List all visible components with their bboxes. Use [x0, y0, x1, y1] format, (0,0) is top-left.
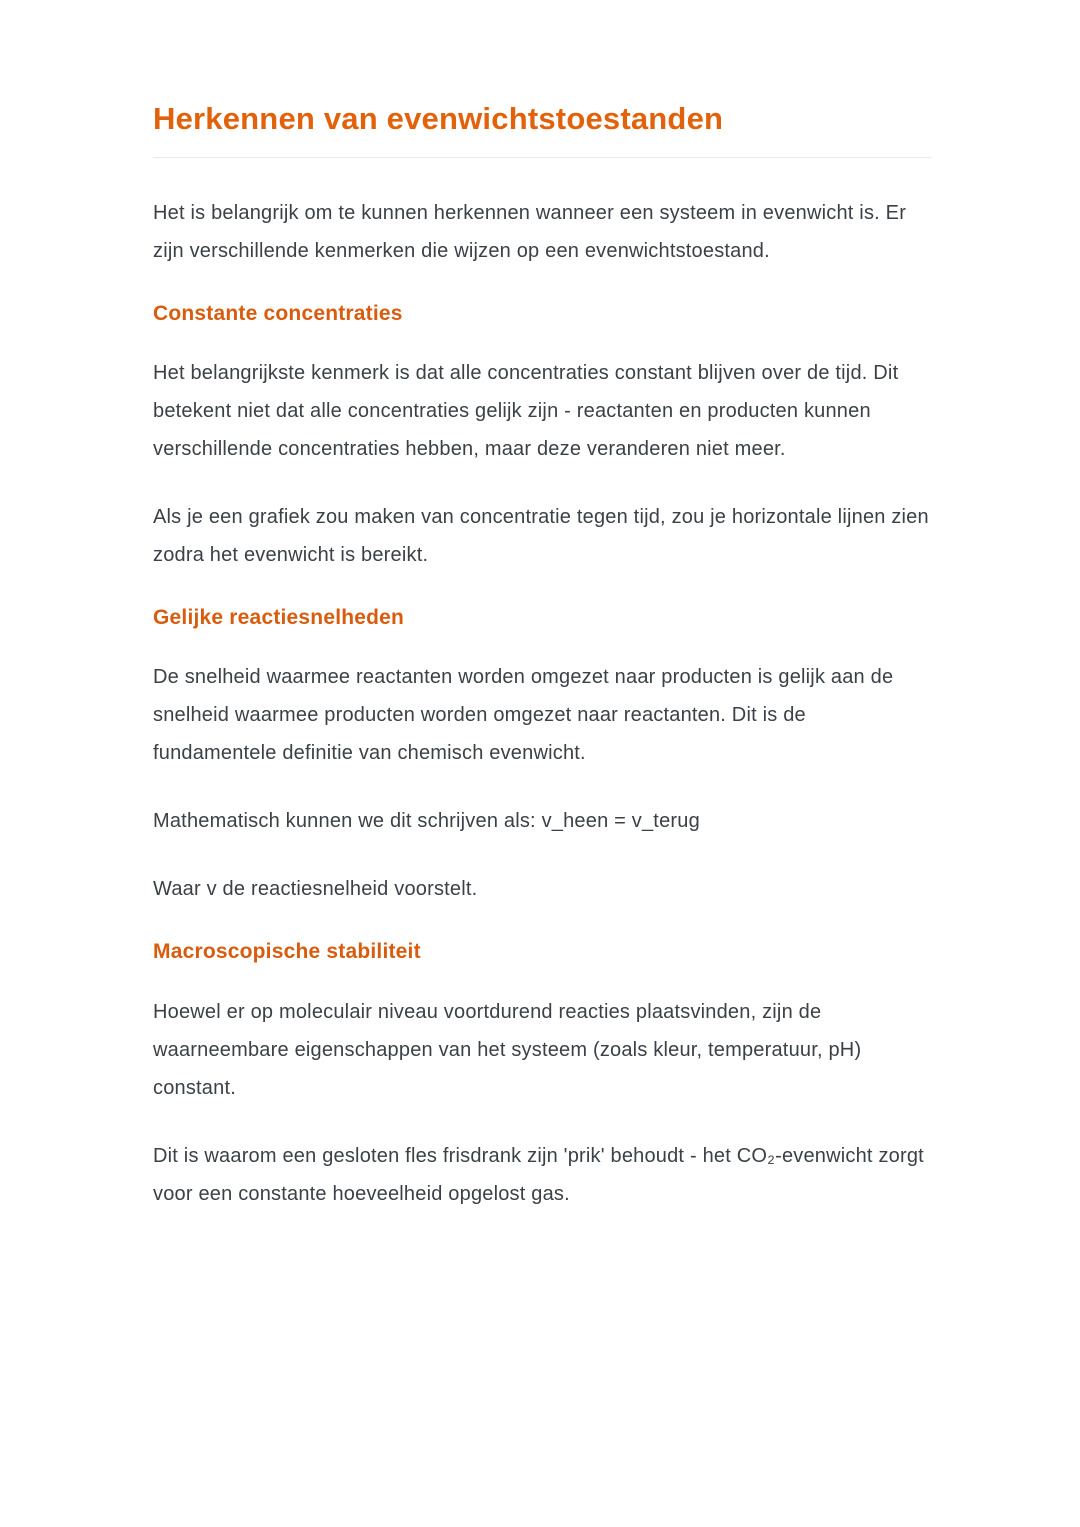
paragraph: Waar v de reactiesnelheid voorstelt. [153, 878, 478, 901]
section-gelijke-reactiesnelheden [153, 604, 931, 908]
section-heading-macroscopische-stabiliteit: Macroscopische stabiliteit [153, 940, 421, 964]
intro-paragraph: Het is belangrijk om te kunnen herkennen wanneer een systeem in evenwicht is. Er zijn verschillende kenmerken die wijzen op een evenwichtstoestand. [153, 201, 907, 262]
paragraph-equation: Mathematisch kunnen we dit schrijven als: v_heen = v_terug [153, 810, 700, 833]
section-constante-concentraties [153, 300, 931, 574]
section-heading-constante-concentraties: Constante concentraties [153, 301, 403, 325]
title-divider [153, 157, 931, 158]
paragraph: Hoewel er op moleculair niveau voortdurend reacties plaatsvinden, zijn de waarneembare eigenschappen van het systeem (zoals kleur, temperatuur, pH) constant. [153, 1000, 862, 1099]
section-heading-gelijke-reactiesnelheden: Gelijke reactiesnelheden [153, 606, 405, 630]
page-title: Herkennen van evenwichtstoestanden [153, 101, 724, 136]
paragraph: Het belangrijkste kenmerk is dat alle concentraties constant blijven over de tijd. Dit betekent niet dat alle concentraties gelijk zijn - reactanten en producten kunnen verschillende concentraties hebben, maar deze veranderen niet meer. [153, 362, 899, 461]
paragraph: Als je een grafiek zou maken van concentratie tegen tijd, zou je horizontale lijnen zien zodra het evenwicht is bereikt. [153, 506, 929, 567]
paragraph: De snelheid waarmee reactanten worden omgezet naar producten is gelijk aan de snelheid waarmee producten worden omgezet naar reactanten. Dit is de fundamentele definitie van chemisch evenwicht. [153, 666, 894, 765]
paragraph: Dit is waarom een gesloten fles frisdrank zijn 'prik' behoudt - het CO₂-evenwicht zorgt voor een constante hoeveelheid opgelost gas. [153, 1144, 924, 1205]
article [153, 0, 931, 1213]
section-macroscopische-stabiliteit [153, 938, 931, 1212]
